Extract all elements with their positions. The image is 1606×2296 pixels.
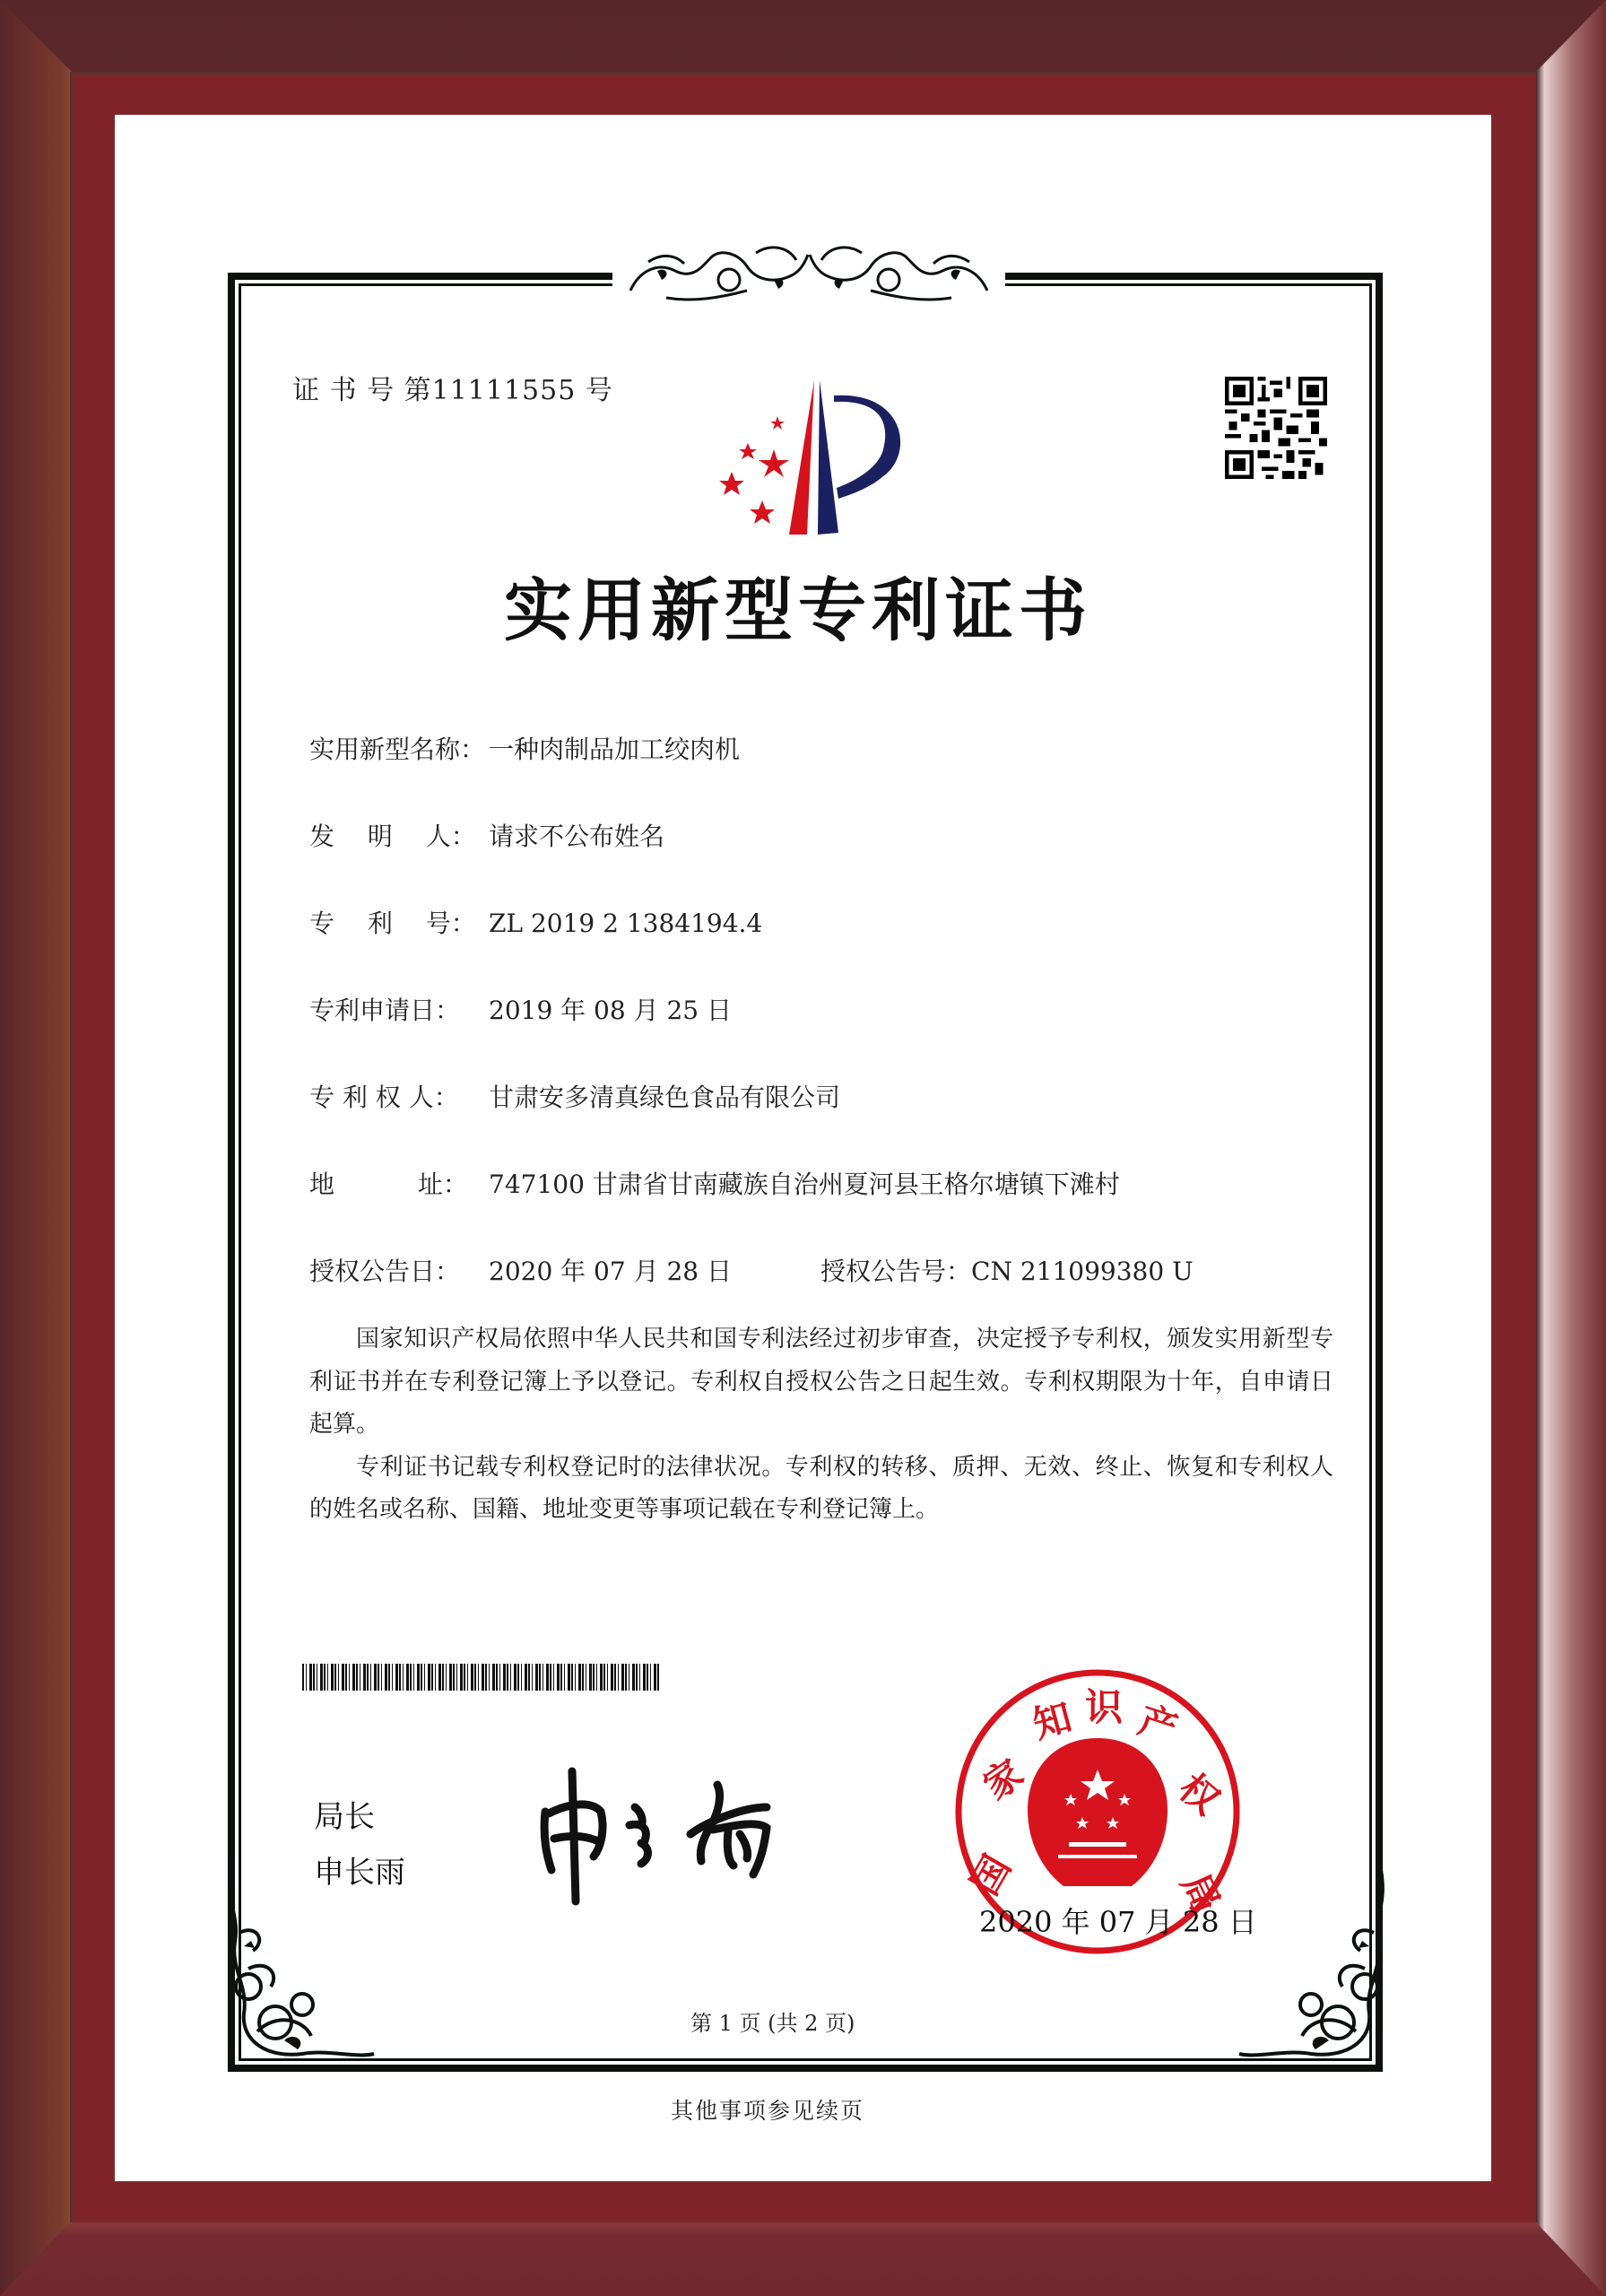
field-publication-number	[820, 1252, 1194, 1288]
field-value: 747100 甘肃省甘南藏族自治州夏河县王格尔塘镇下滩村	[489, 1170, 1120, 1199]
field-utility-model-name	[309, 730, 740, 766]
svg-text:产: 产	[1133, 1697, 1184, 1752]
svg-text:权: 权	[1170, 1765, 1228, 1823]
director-signature-icon	[529, 1758, 834, 1910]
frame-bevel-right	[1536, 0, 1606, 2296]
field-label: 发 明 人：	[309, 822, 476, 851]
svg-text:局: 局	[1172, 1866, 1229, 1920]
svg-text:家: 家	[975, 1750, 1032, 1809]
field-patent-number	[309, 904, 762, 940]
field-grant-date	[309, 1252, 732, 1288]
legal-paragraph: 专利证书记载专利权登记时的法律状况。专利权的转移、质押、无效、终止、恢复和专利权人的姓名或名称、国籍、地址变更等事项记载在专利登记簿上。	[309, 1453, 1333, 1523]
field-patentee	[309, 1078, 840, 1114]
field-value: ZL 2019 2 1384194.4	[489, 909, 763, 938]
field-inventor	[309, 817, 664, 853]
svg-text:识: 识	[1085, 1685, 1124, 1729]
field-value: 2019 年 08 月 25 日	[489, 996, 733, 1025]
certificate-number: 证 书 号 第11111555 号	[292, 375, 613, 406]
field-label: 实用新型名称：	[309, 735, 486, 764]
legal-paragraph: 国家知识产权局依照中华人民共和国专利法经过初步审查，决定授予专利权，颁发实用新型专利证书并在专利登记簿上予以登记。专利权自授权公告之日起生效。专利权期限为十年，自申请日起算。	[309, 1326, 1333, 1438]
field-label: 地 址：	[309, 1170, 468, 1199]
field-label: 专 利 权 人：	[309, 1083, 459, 1112]
field-value: 一种肉制品加工绞肉机	[489, 735, 741, 764]
frame-bevel-left	[0, 0, 72, 2296]
frame-bevel-bottom	[0, 2222, 1606, 2296]
field-application-date	[309, 991, 732, 1027]
svg-text:国: 国	[962, 1848, 1020, 1902]
corner-ornament-bottom-left-icon	[221, 1870, 320, 2067]
director-title: 局长	[314, 1799, 375, 1835]
seal-date: 2020 年 07 月 28 日	[979, 1905, 1257, 1939]
footer-note: 其他事项参见续页	[671, 2098, 865, 2124]
field-address	[309, 1165, 1120, 1201]
field-value: 请求不公布姓名	[489, 822, 665, 851]
field-value: 2020 年 07 月 28 日	[489, 1257, 733, 1286]
field-label: 授权公告日：	[309, 1257, 461, 1286]
frame-bevel-top	[0, 0, 1606, 72]
director-name: 申长雨	[314, 1855, 405, 1891]
certificate-title: 实用新型专利证书	[504, 570, 1092, 650]
barcode	[302, 1664, 661, 1691]
top-ornament-icon	[612, 235, 1005, 309]
field-value: 甘肃安多清真绿色食品有限公司	[489, 1083, 841, 1112]
field-label: 授权公告号：	[820, 1257, 972, 1286]
page-indicator: 第 1 页 (共 2 页)	[690, 2011, 855, 2036]
field-label: 专 利 号：	[309, 909, 476, 938]
cnipa-logo-icon	[708, 373, 910, 539]
field-value: CN 211099380 U	[971, 1257, 1194, 1286]
field-label: 专利申请日：	[309, 996, 461, 1025]
qr-code	[1225, 377, 1327, 479]
svg-text:知: 知	[1028, 1694, 1077, 1747]
legal-statement	[309, 1318, 1333, 1532]
